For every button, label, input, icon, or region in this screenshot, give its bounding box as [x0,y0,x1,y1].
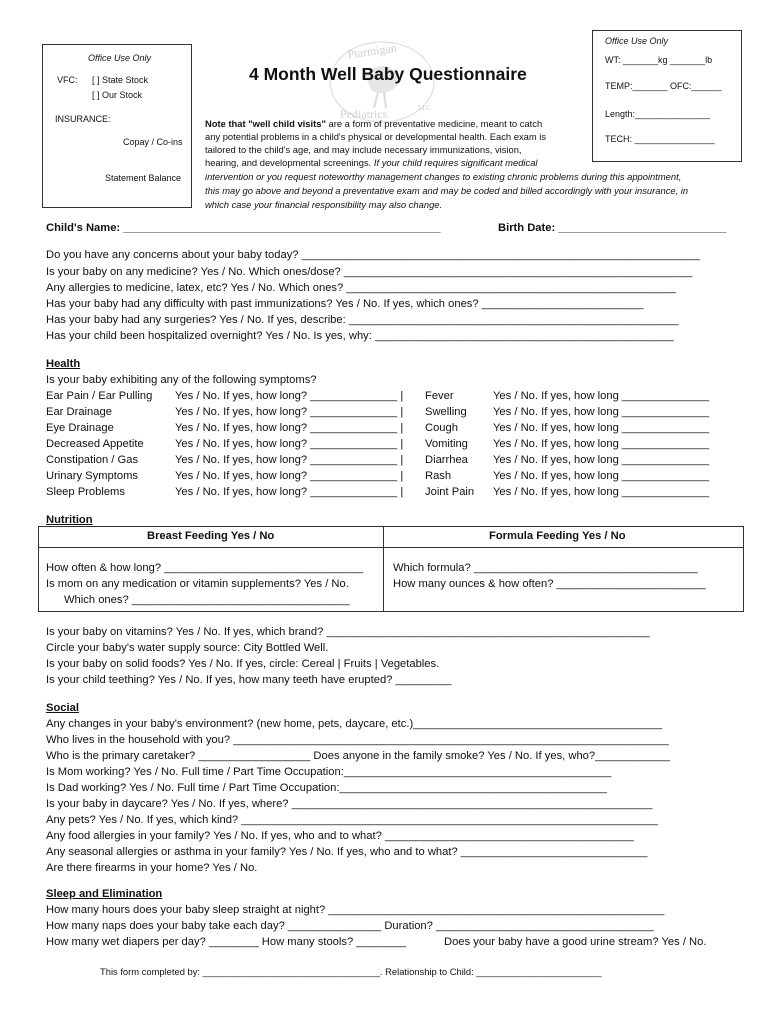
question-solid-foods[interactable]: Is your baby on solid foods? Yes / No. If yes, circle: Cereal | Fruits | Vegetables. [46,658,440,670]
symptom-label: Fever [425,390,454,402]
note-line-6: this may go above and beyond a preventative exam and may be coded and billed accordingly with your insurance, in [205,185,689,196]
symptom-question[interactable]: Yes / No. If yes, how long ______________ [493,454,710,466]
watermark-llc-text: LLC [418,104,432,112]
child-name-field[interactable]: Child's Name: ___________________________________________________ [46,222,441,234]
social-question[interactable]: Any seasonal allergies or asthma in your family? Yes / No. If yes, who and to what? ______________________________ [46,846,648,858]
symptom-label: Diarrhea [425,454,468,466]
symptom-label: Rash [425,470,452,482]
health-intro: Is your baby exhibiting any of the following symptoms? [46,374,317,386]
table-divider [383,527,384,611]
health-heading: Health [46,358,81,370]
symptom-question[interactable]: Yes / No. If yes, how long? ______________ | [175,486,404,498]
temp-ofc-field[interactable]: TEMP:_______ OFC:______ [605,81,722,91]
statement-balance-label: Statement Balance [105,173,182,183]
symptom-label: Ear Drainage [46,406,112,418]
vfc-state-stock[interactable]: [ ] State Stock [92,75,149,85]
symptom-question[interactable]: Yes / No. If yes, how long ______________ [493,470,710,482]
symptom-question[interactable]: Yes / No. If yes, how long? ______________ | [175,454,404,466]
symptom-label: Ear Pain / Ear Pulling [46,390,153,402]
question-surgeries[interactable]: Has your baby had any surgeries? Yes / No. If yes, describe: _____________________________________________________ [46,314,679,326]
formula-feeding-header[interactable]: Formula Feeding Yes / No [489,530,626,542]
symptom-label: Sleep Problems [46,486,125,498]
note-line-5: intervention or you request noteworthy management changes to existing chronic problems during this appointment, [205,171,682,182]
social-question[interactable]: Is Dad working? Yes / No. Full time / Part Time Occupation:___________________________________________ [46,782,608,794]
question-medicine[interactable]: Is your baby on any medicine? Yes / No. Which ones/dose? ________________________________________________________ [46,266,693,278]
nutrition-table [38,526,744,612]
social-question[interactable]: Are there firearms in your home? Yes / No. [46,862,258,874]
vfc-our-stock[interactable]: [ ] Our Stock [92,90,143,100]
social-question[interactable]: Is your baby in daycare? Yes / No. If yes, where? __________________________________________________________ [46,798,653,810]
symptom-question[interactable]: Yes / No. If yes, how long? ______________ | [175,470,404,482]
sleep-hours-question[interactable]: How many hours does your baby sleep straight at night? ______________________________________________________ [46,904,665,916]
question-concerns[interactable]: Do you have any concerns about your baby today? ________________________________________________________________ [46,249,700,261]
birth-date-field[interactable]: Birth Date: ___________________________ [498,222,727,234]
question-teething[interactable]: Is your child teething? Yes / No. If yes, how many teeth have erupted? _________ [46,674,452,686]
diapers-stools-question[interactable]: How many wet diapers per day? ________ How many stools? ________ [46,936,407,948]
question-hospitalized[interactable]: Has your child been hospitalized overnight? Yes / No. Is yes, why: ________________________________________________ [46,330,674,342]
symptom-label: Vomiting [425,438,468,450]
formula-which[interactable]: Which formula? ____________________________________ [393,562,698,574]
symptom-question[interactable]: Yes / No. If yes, how long ______________ [493,486,710,498]
naps-question[interactable]: How many naps does your baby take each day? _______________ Duration? ___________________________________ [46,920,654,932]
symptom-question[interactable]: Yes / No. If yes, how long? ______________ | [175,422,404,434]
watermark-top-text: Ptarmigan [346,40,398,62]
question-vitamins[interactable]: Is your baby on vitamins? Yes / No. If yes, which brand? ____________________________________________________ [46,626,650,638]
question-water-supply[interactable]: Circle your baby's water supply source: City Bottled Well. [46,642,329,654]
note-text: hearing, and developmental screenings. [205,157,374,168]
insurance-label: INSURANCE: [55,114,111,124]
office-use-box-left [42,44,192,208]
urine-stream-question[interactable]: Does your baby have a good urine stream? Yes / No. [444,936,707,948]
symptom-label: Cough [425,422,458,434]
tech-field[interactable]: TECH: ________________ [605,134,715,144]
social-heading: Social [46,702,79,714]
note-line-3: tailored to the child's age, and may include necessary immunizations, vision, [205,144,522,155]
office-use-heading: Office Use Only [605,36,669,46]
note-bold: Note that "well child visits" [205,118,326,129]
symptom-label: Swelling [425,406,467,418]
symptom-question[interactable]: Yes / No. If yes, how long? ______________ | [175,438,404,450]
social-question[interactable]: Who is the primary caretaker? __________________ Does anyone in the family smoke? Yes / No. If yes, who?____________ [46,750,670,762]
sleep-heading: Sleep and Elimination [46,888,163,900]
page-title: 4 Month Well Baby Questionnaire [249,64,527,84]
symptom-question[interactable]: Yes / No. If yes, how long? ______________ | [175,406,404,418]
question-allergies[interactable]: Any allergies to medicine, latex, etc? Yes / No. Which ones? _____________________________________________________ [46,282,677,294]
office-use-box-right [592,30,742,162]
question-immunizations[interactable]: Has your baby had any difficulty with past immunizations? Yes / No. If yes, which ones? __________________________ [46,298,644,310]
note-italic: If your child requires significant medical [373,157,538,168]
note-text: are a form of preventative medicine, meant to catch [325,118,543,129]
copay-label: Copay / Co-ins [123,137,183,147]
note-line-1 [205,117,542,130]
symptom-label: Urinary Symptoms [46,470,139,482]
social-question[interactable]: Who lives in the household with you? ______________________________________________________________________ [46,734,669,746]
vfc-label: VFC: [57,75,78,85]
nutrition-heading: Nutrition [46,514,93,526]
symptom-question[interactable]: Yes / No. If yes, how long ______________ [493,422,710,434]
breast-which-ones[interactable]: Which ones? ___________________________________ [64,594,350,606]
breast-mom-medication[interactable]: Is mom on any medication or vitamin supplements? Yes / No. [46,578,349,590]
breast-feeding-header[interactable]: Breast Feeding Yes / No [147,530,275,542]
formula-ounces[interactable]: How many ounces & how often? ________________________ [393,578,706,590]
weight-field[interactable]: WT: _______kg _______lb [605,55,713,65]
symptom-question[interactable]: Yes / No. If yes, how long ______________ [493,390,710,402]
length-field[interactable]: Length:_______________ [605,109,711,119]
social-question[interactable]: Any food allergies in your family? Yes / No. If yes, who and to what? ________________________________________ [46,830,634,842]
note-line-2: any potential problems in a child's physical or developmental health. Each exam is [205,131,547,142]
symptom-question[interactable]: Yes / No. If yes, how long ______________ [493,406,710,418]
table-divider [39,547,743,548]
watermark-bottom-text: Pediatrics [340,107,388,121]
note-line-7: which case your financial responsibility may also change. [205,199,443,210]
symptom-question[interactable]: Yes / No. If yes, how long? ______________ | [175,390,404,402]
social-question[interactable]: Is Mom working? Yes / No. Full time / Part Time Occupation:___________________________________________ [46,766,612,778]
symptom-question[interactable]: Yes / No. If yes, how long ______________ [493,438,710,450]
social-question[interactable]: Any changes in your baby's environment? (new home, pets, daycare, etc.)________________________________________ [46,718,663,730]
breast-how-often[interactable]: How often & how long? ________________________________ [46,562,364,574]
note-line-4 [205,156,538,169]
symptom-label: Decreased Appetite [46,438,144,450]
office-use-heading: Office Use Only [88,53,152,63]
social-question[interactable]: Any pets? Yes / No. If yes, which kind? ___________________________________________________________________ [46,814,659,826]
symptom-label: Eye Drainage [46,422,114,434]
symptom-label: Joint Pain [425,486,475,498]
symptom-label: Constipation / Gas [46,454,139,466]
form-completed-by[interactable]: This form completed by: __________________________________. Relationship to Child: ________________________ [100,966,602,977]
